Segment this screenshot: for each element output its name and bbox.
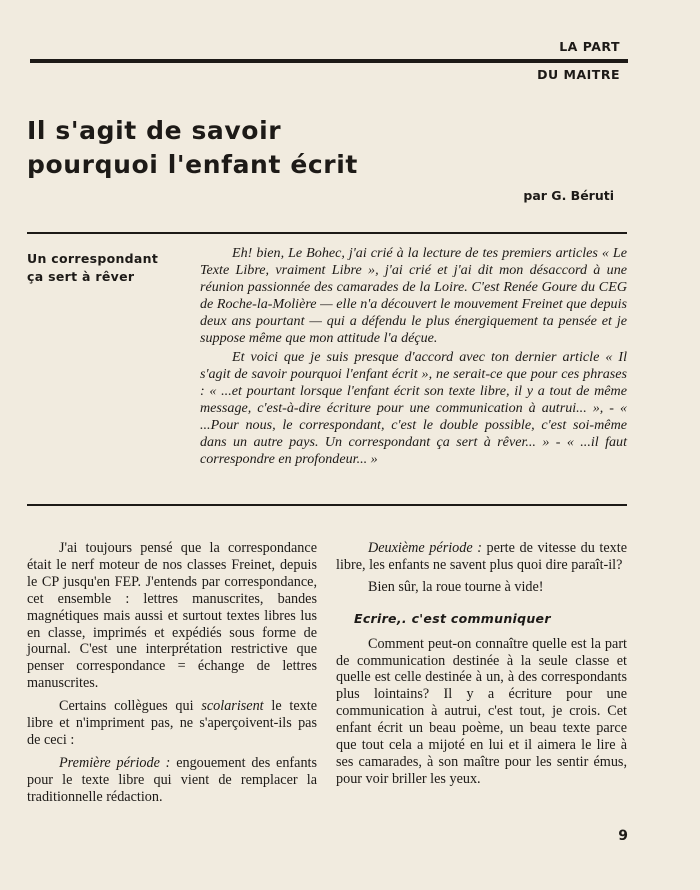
section-label: LA PART [559, 39, 620, 54]
body-paragraph: Certains collègues qui scolarisent le texte libre et n'impriment pas, ne s'aperçoivent-ils pas de ceci : [27, 698, 317, 748]
sub-heading: Ecrire,. c'est communiquer [354, 610, 551, 626]
body-paragraph: J'ai toujours pensé que la correspondance était le nerf moteur de nos classes Freinet, depuis le CP jusqu'en FEP. J'entends par correspondance, cet ensemble : lettres manuscrites, bandes magnétiques mais aussi et surtout textes libres lus en classe, imprimés et expédiés sous forme de journal. C'est une interprétation restrictive que penser correspondance = échange de lettres manuscrites. [27, 540, 317, 692]
page-number: 9 [618, 828, 628, 844]
body-paragraph: Comment peut-on connaître quelle est la part de communication destinée à la seule classe et quelle est celle destinée à un, à des correspondants plus lointains? Il y a écriture pour une communication à autrui, c'est tout, je crois. Cet enfant écrit un beau poème, un beau texte parce que tout cela a mijoté en lui et il aimera le lire à ses camarades, à son maître pour les sentir émus, pour voir briller les yeux. [336, 635, 627, 787]
section-label-continued: DU MAITRE [537, 67, 620, 82]
emphasis: scolarisent [201, 698, 264, 715]
intro-paragraph: Et voici que je suis presque d'accord avec ton dernier article « Il s'agit de savoir pourquoi l'enfant écrit », ne serait-ce que pour ces phrases : « ...et pourtant lorsque l'enfant écrit son texte libre, il y a tout de même message, c'est-à-dire écriture pour une communication à autrui... », - « ...Pour nous, le correspondant, c'est le double possible, c'est soi-même dans un autre pays. Un correspondant ça sert à rêver... » - « ...il faut correspondre en profondeur... » [200, 349, 627, 467]
right-column [336, 540, 627, 794]
body-paragraph: Première période : engouement des enfants pour le texte libre qui vient de remplacer la traditionnelle rédaction. [27, 754, 317, 805]
side-heading-line-1: Un correspondant [27, 251, 159, 266]
left-column [27, 540, 317, 812]
intro-bottom-rule [27, 504, 627, 506]
header-rule [30, 59, 628, 63]
intro-paragraph: Eh! bien, Le Bohec, j'ai crié à la lecture de tes premiers articles « Le Texte Libre, vraiment Libre », j'ai crié et j'ai dit mon désaccord à une réunion passionnée des camarades de la Loire. C'est Renée Goure du CEG de Roche-la-Molière — elle n'a découvert le mouvement Freinet que depuis deux ans pourtant — qui a défendu le plus énergiquement ta pensée et je suppose même que mon attitude l'a déçue. [200, 245, 627, 346]
intro-text [200, 245, 627, 468]
byline: par G. Béruti [523, 188, 614, 203]
period-label: Première période : [59, 754, 171, 771]
period-label: Deuxième période : [368, 540, 482, 556]
body-paragraph: Deuxième période : perte de vitesse du texte libre, les enfants ne savent plus quoi dire paraît-il? [336, 540, 627, 573]
intro-top-rule [27, 232, 627, 234]
side-heading-line-2: ça sert à rêver [27, 269, 135, 284]
article-title [27, 114, 547, 182]
body-paragraph: Bien sûr, la roue tourne à vide! [368, 578, 544, 595]
article-title-line-1: Il s'agit de savoir [27, 116, 282, 145]
side-heading [27, 250, 202, 286]
article-title-line-2: pourquoi l'enfant écrit [27, 150, 358, 179]
